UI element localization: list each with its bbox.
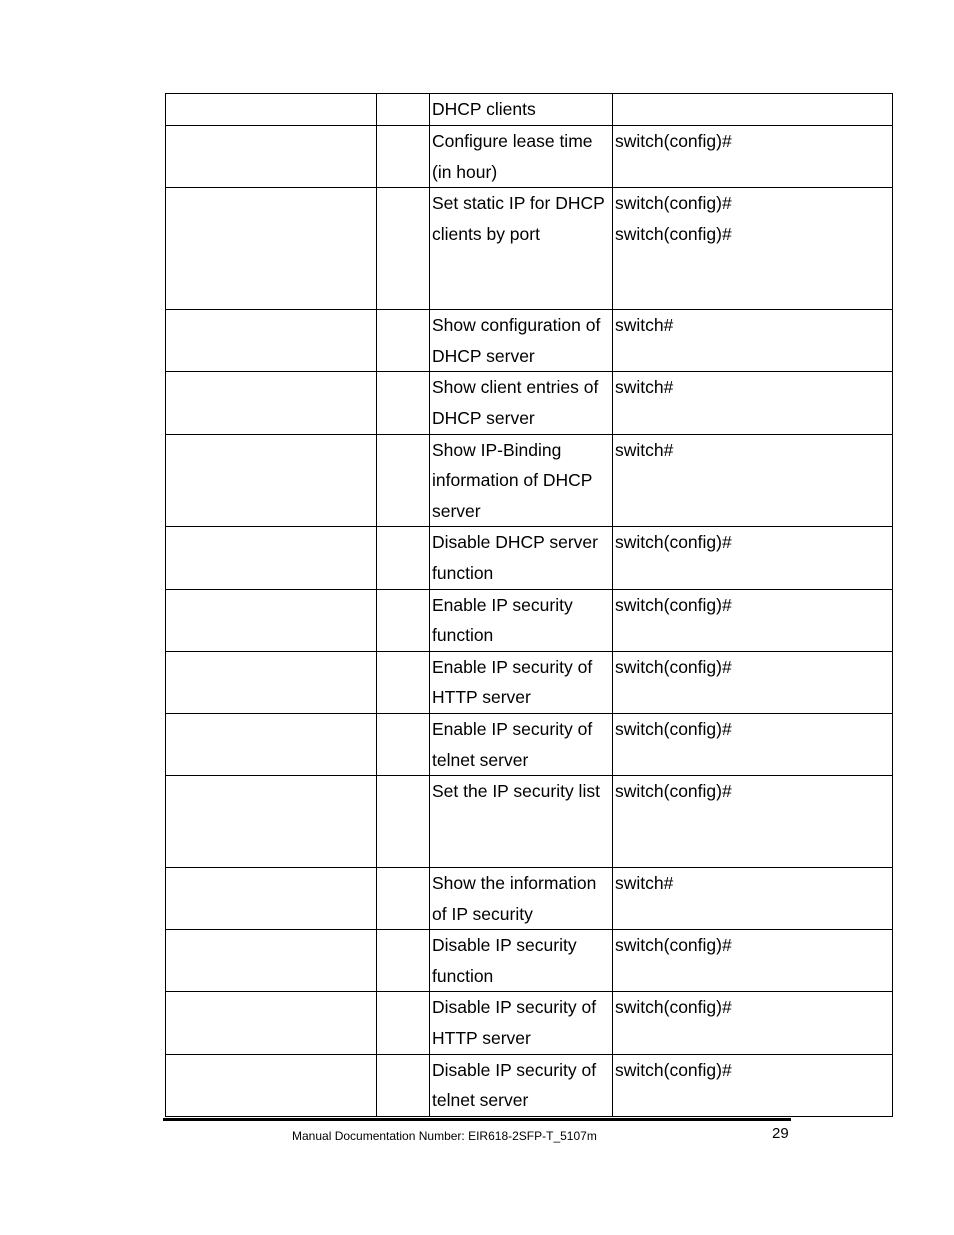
mode-cell: switch# (613, 434, 893, 527)
mode-cell: switch(config)# (613, 589, 893, 651)
page-number: 29 (772, 1125, 789, 1142)
level-cell (377, 713, 430, 775)
table-row (166, 188, 893, 310)
table-row (166, 126, 893, 188)
feature-cell (166, 651, 377, 713)
mode-cell: switch(config)# (613, 776, 893, 868)
function-cell: Set static IP for DHCP clients by port (430, 188, 613, 310)
feature-cell (166, 310, 377, 372)
function-cell: Show IP-Binding information of DHCP server (430, 434, 613, 527)
level-cell (377, 776, 430, 868)
level-cell (377, 992, 430, 1054)
level-cell (377, 372, 430, 434)
function-cell: Enable IP security of HTTP server (430, 651, 613, 713)
mode-cell: switch# (613, 868, 893, 930)
level-cell (377, 126, 430, 188)
mode-cell: switch(config)# (613, 126, 893, 188)
function-cell: Configure lease time (in hour) (430, 126, 613, 188)
table-row (166, 1054, 893, 1116)
feature-cell (166, 589, 377, 651)
feature-cell (166, 372, 377, 434)
mode-cell: switch# (613, 372, 893, 434)
feature-cell (166, 434, 377, 527)
feature-cell (166, 1054, 377, 1116)
level-cell (377, 434, 430, 527)
mode-cell: switch(config)# (613, 992, 893, 1054)
function-cell: Show the information of IP security (430, 868, 613, 930)
mode-cell: switch(config)# (613, 527, 893, 589)
level-cell (377, 651, 430, 713)
mode-cell: switch(config)# (613, 651, 893, 713)
level-cell (377, 94, 430, 126)
table-row (166, 651, 893, 713)
footer-divider (163, 1118, 791, 1121)
table-row (166, 930, 893, 992)
function-cell: DHCP clients (430, 94, 613, 126)
feature-cell (166, 188, 377, 310)
level-cell (377, 1054, 430, 1116)
table-row (166, 434, 893, 527)
feature-cell (166, 992, 377, 1054)
feature-cell (166, 713, 377, 775)
function-cell: Enable IP security function (430, 589, 613, 651)
function-cell: Disable IP security of HTTP server (430, 992, 613, 1054)
feature-cell (166, 126, 377, 188)
table-row (166, 94, 893, 126)
function-cell: Disable IP security of telnet server (430, 1054, 613, 1116)
feature-cell (166, 94, 377, 126)
mode-cell: switch(config)# (613, 930, 893, 992)
level-cell (377, 589, 430, 651)
table-row (166, 527, 893, 589)
level-cell (377, 527, 430, 589)
feature-cell (166, 527, 377, 589)
table-row (166, 372, 893, 434)
feature-cell (166, 868, 377, 930)
mode-cell: switch# (613, 310, 893, 372)
level-cell (377, 868, 430, 930)
function-cell: Enable IP security of telnet server (430, 713, 613, 775)
table-row (166, 589, 893, 651)
command-table (165, 93, 893, 1117)
mode-cell: switch(config)# (613, 1054, 893, 1116)
mode-cell (613, 94, 893, 126)
level-cell (377, 188, 430, 310)
table-row (166, 310, 893, 372)
footer-doc-number: Manual Documentation Number: EIR618-2SFP-T_5107m (292, 1129, 597, 1143)
table-row (166, 868, 893, 930)
feature-cell (166, 776, 377, 868)
function-cell: Disable IP security function (430, 930, 613, 992)
table-row (166, 713, 893, 775)
level-cell (377, 930, 430, 992)
function-cell: Show configuration of DHCP server (430, 310, 613, 372)
function-cell: Show client entries of DHCP server (430, 372, 613, 434)
function-cell: Disable DHCP server function (430, 527, 613, 589)
mode-cell: switch(config)# switch(config)# (613, 188, 893, 310)
level-cell (377, 310, 430, 372)
table-row (166, 776, 893, 868)
mode-cell: switch(config)# (613, 713, 893, 775)
feature-cell (166, 930, 377, 992)
table-row (166, 992, 893, 1054)
function-cell: Set the IP security list (430, 776, 613, 868)
